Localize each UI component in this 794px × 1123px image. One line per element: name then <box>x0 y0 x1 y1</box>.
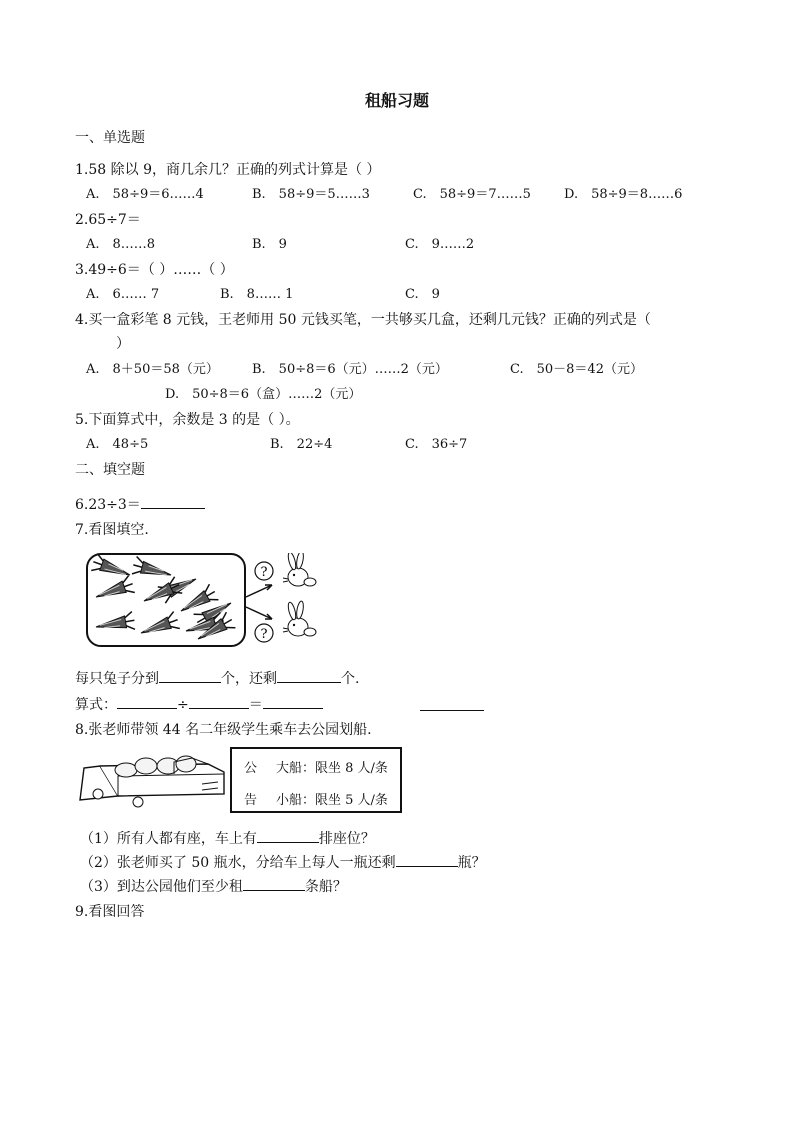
question-4-option-a[interactable]: A. 8＋50＝58（元） <box>86 362 219 377</box>
question-3-option-a[interactable]: A. 6…… 7 <box>86 287 160 302</box>
question-5-option-c[interactable]: C. 36÷7 <box>405 437 468 452</box>
question-2-option-c[interactable]: C. 9……2 <box>405 237 475 252</box>
notice-small-boat: 小船：限坐 5 人/条 <box>276 793 388 808</box>
page-title: 租船习题 <box>364 91 429 110</box>
question-mark: ? <box>260 565 268 580</box>
question-8-text: 瓶？ <box>457 855 486 871</box>
question-1-option-d[interactable]: D. 58÷9＝8……6 <box>564 187 683 202</box>
arrow-icon <box>246 607 272 619</box>
question-7-text: 个，还剩 <box>221 671 277 687</box>
answer-blank[interactable] <box>263 694 323 709</box>
question-2-option-a[interactable]: A. 8……8 <box>86 237 156 252</box>
answer-blank[interactable] <box>189 694 249 709</box>
answer-blank[interactable] <box>159 668 221 683</box>
question-9-stem: 9.看图回答 <box>75 904 145 920</box>
question-8-text: 排座位？ <box>318 831 375 847</box>
question-2-option-b[interactable]: B. 9 <box>252 237 287 252</box>
question-2-stem: 2.65÷7＝ <box>75 212 141 228</box>
section-heading-single-choice: 一、单选题 <box>75 130 145 146</box>
wheel-icon <box>133 797 143 807</box>
question-1-option-c[interactable]: C. 58÷9＝7……5 <box>413 187 531 202</box>
question-8-sub-2 <box>80 852 486 873</box>
notice-label-2: 告 <box>244 793 258 808</box>
question-5-option-a[interactable]: A. 48÷5 <box>86 437 149 452</box>
question-7-text: 个. <box>341 671 360 687</box>
question-8-text: 条船？ <box>304 879 347 895</box>
notice-big-boat: 大船：限坐 8 人/条 <box>276 761 388 776</box>
question-5-option-b[interactable]: B. 22÷4 <box>270 437 333 452</box>
rabbit-icon <box>283 553 316 586</box>
answer-blank[interactable] <box>141 494 205 509</box>
answer-blank[interactable] <box>396 852 458 867</box>
question-5-stem: 5.下面算式中，余数是 3 的是（ ）。 <box>75 412 300 428</box>
answer-blank[interactable] <box>277 668 341 683</box>
question-4-option-b[interactable]: B. 50÷8＝6（元）……2（元） <box>252 362 448 377</box>
division-sign: ÷ <box>177 697 189 713</box>
question-8-text: （2）张老师买了 50 瓶水，分给车上每人一瓶还剩 <box>80 855 396 871</box>
notice-board <box>230 747 402 813</box>
answer-blank[interactable] <box>420 696 484 711</box>
question-1-option-b[interactable]: B. 58÷9＝5……3 <box>252 187 370 202</box>
question-8-sub-3 <box>80 876 347 897</box>
question-8-text: （1）所有人都有座，车上有 <box>80 831 257 847</box>
question-4-option-d[interactable]: D. 50÷8＝6（盒）……2（元） <box>165 387 362 402</box>
formula-label: 算式： <box>75 697 117 713</box>
question-7-line-1 <box>75 668 359 689</box>
wheel-icon <box>93 789 103 799</box>
notice-label-1: 公 <box>244 761 258 776</box>
question-3-option-b[interactable]: B. 8…… 1 <box>220 287 294 302</box>
rabbit-icon <box>283 601 316 636</box>
question-3-stem: 3.49÷6＝（ ）……（ ） <box>75 262 234 278</box>
question-3-option-c[interactable]: C. 9 <box>405 287 440 302</box>
question-8-sub-1 <box>80 828 375 849</box>
arrow-icon <box>246 585 272 597</box>
question-7-stem: 7.看图填空. <box>75 522 149 538</box>
question-8-text: （3）到达公园他们至少租 <box>80 879 243 895</box>
question-7-text: 每只兔子分到 <box>75 671 159 687</box>
answer-blank[interactable] <box>117 694 177 709</box>
answer-blank[interactable] <box>243 876 305 891</box>
question-4-stem: 4.买一盒彩笔 8 元钱，王老师用 50 元钱买笔，一共够买几盒，还剩几元钱？正确的列式是（ <box>75 312 651 328</box>
question-4-option-c[interactable]: C. 50－8＝42（元） <box>510 362 643 377</box>
question-1-option-a[interactable]: A. 58÷9＝6……4 <box>86 187 204 202</box>
question-7-line-2 <box>75 694 323 715</box>
carrots-rabbits-figure <box>86 553 326 653</box>
equals-sign: ＝ <box>248 697 263 713</box>
answer-blank[interactable] <box>257 828 319 843</box>
question-6 <box>75 494 205 515</box>
question-mark: ? <box>260 627 268 642</box>
bus-figure <box>78 744 228 810</box>
question-4-stem-continued: ） <box>116 336 130 352</box>
question-1-stem: 1.58 除以 9，商几余几？正确的列式计算是（ ） <box>75 162 381 178</box>
section-heading-fill-blank: 二、填空题 <box>75 462 145 478</box>
question-8-stem: 8.张老师带领 44 名二年级学生乘车去公园划船. <box>75 722 372 738</box>
question-6-stem: 6.23÷3＝ <box>75 497 141 513</box>
